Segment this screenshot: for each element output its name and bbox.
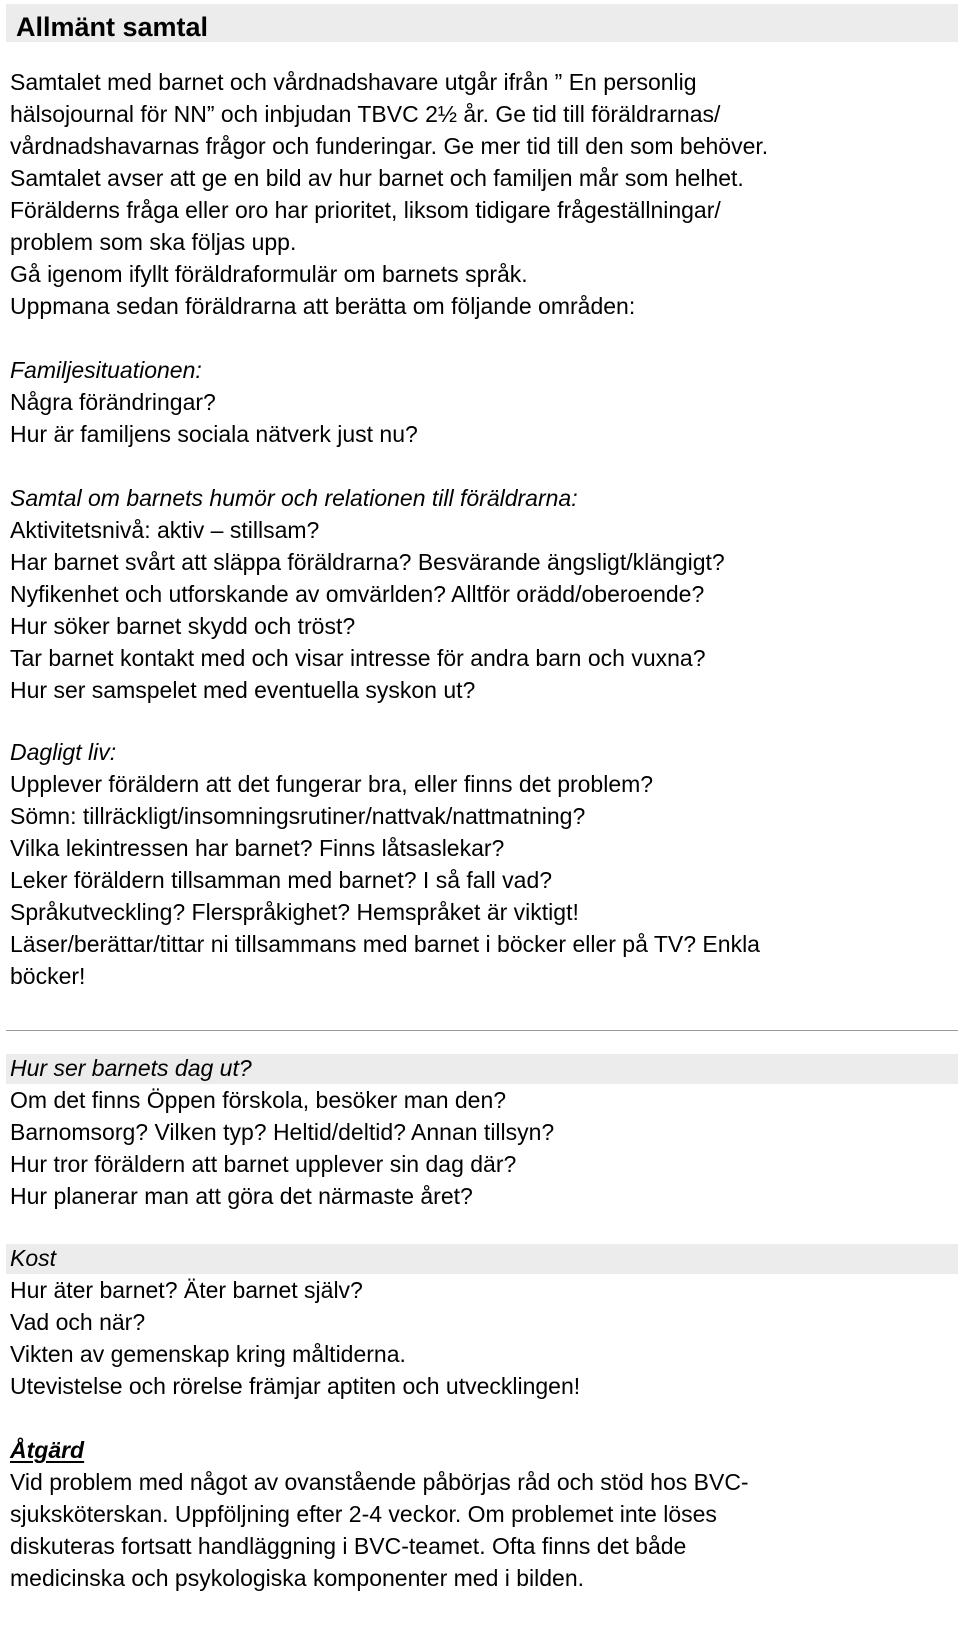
intro-line: vårdnadshavarnas frågor och funderingar. Ge mer tid till den som behöver. xyxy=(10,133,769,159)
dag-line: Barnomsorg? Vilken typ? Heltid/deltid? Annan tillsyn? xyxy=(10,1119,555,1145)
dagligt-line: Språkutveckling? Flerspråkighet? Hemspråket är viktigt! xyxy=(10,899,579,925)
intro-line: Förälderns fråga eller oro har prioritet, liksom tidigare frågeställningar/ xyxy=(10,197,721,223)
intro-line: hälsojournal för NN” och inbjudan TBVC 2½ år. Ge tid till föräldrarnas/ xyxy=(10,101,721,127)
section-shade-kost xyxy=(6,1244,958,1274)
dag-line: Hur tror föräldern att barnet upplever sin dag där? xyxy=(10,1151,517,1177)
dagligt-line: böcker! xyxy=(10,963,86,989)
atgard-line: sjuksköterskan. Uppföljning efter 2-4 veckor. Om problemet inte löses xyxy=(10,1501,717,1527)
humor-line: Aktivitetsnivå: aktiv – stillsam? xyxy=(10,517,320,543)
section-heading-atgard: Åtgärd xyxy=(10,1437,85,1463)
familj-line: Några förändringar? xyxy=(10,389,216,415)
humor-line: Nyfikenhet och utforskande av omvärlden? Alltför orädd/oberoende? xyxy=(10,581,705,607)
section-rule xyxy=(6,1030,958,1031)
kost-line: Vikten av gemenskap kring måltiderna. xyxy=(10,1341,406,1367)
kost-line: Vad och när? xyxy=(10,1309,146,1335)
intro-line: Gå igenom ifyllt föräldraformulär om barnets språk. xyxy=(10,261,528,287)
dagligt-line: Vilka lekintressen har barnet? Finns låtsaslekar? xyxy=(10,835,505,861)
title-band xyxy=(6,4,958,42)
humor-line: Tar barnet kontakt med och visar intresse för andra barn och vuxna? xyxy=(10,645,706,671)
section-heading-familj: Familjesituationen: xyxy=(10,357,202,383)
section-heading-kost: Kost xyxy=(10,1245,57,1271)
intro-line: Samtalet med barnet och vårdnadshavare utgår ifrån ” En personlig xyxy=(10,69,697,95)
atgard-line: Vid problem med något av ovanstående påbörjas råd och stöd hos BVC- xyxy=(10,1469,749,1495)
atgard-line: diskuteras fortsatt handläggning i BVC-teamet. Ofta finns det både xyxy=(10,1533,687,1559)
dagligt-line: Leker föräldern tillsamman med barnet? I så fall vad? xyxy=(10,867,553,893)
humor-line: Hur söker barnet skydd och tröst? xyxy=(10,613,356,639)
intro-line: problem som ska följas upp. xyxy=(10,229,297,255)
section-heading-dag: Hur ser barnets dag ut? xyxy=(10,1055,252,1081)
section-heading-humor: Samtal om barnets humör och relationen till föräldrarna: xyxy=(10,485,578,511)
dag-line: Om det finns Öppen förskola, besöker man den? xyxy=(10,1087,507,1113)
kost-line: Hur äter barnet? Äter barnet själv? xyxy=(10,1277,363,1303)
dag-line: Hur planerar man att göra det närmaste året? xyxy=(10,1183,473,1209)
intro-line: Samtalet avser att ge en bild av hur barnet och familjen mår som helhet. xyxy=(10,165,744,191)
humor-line: Har barnet svårt att släppa föräldrarna? Besvärande ängsligt/klängigt? xyxy=(10,549,725,575)
intro-line: Uppmana sedan föräldrarna att berätta om följande områden: xyxy=(10,293,636,319)
familj-line: Hur är familjens sociala nätverk just nu? xyxy=(10,421,418,447)
humor-line: Hur ser samspelet med eventuella syskon ut? xyxy=(10,677,476,703)
dagligt-line: Upplever föräldern att det fungerar bra, eller finns det problem? xyxy=(10,771,654,797)
dagligt-line: Läser/berättar/tittar ni tillsammans med barnet i böcker eller på TV? Enkla xyxy=(10,931,760,957)
dagligt-line: Sömn: tillräckligt/insomningsrutiner/nattvak/nattmatning? xyxy=(10,803,586,829)
page-title: Allmänt samtal xyxy=(16,12,209,42)
atgard-line: medicinska och psykologiska komponenter med i bilden. xyxy=(10,1565,585,1591)
kost-line: Utevistelse och rörelse främjar aptiten och utvecklingen! xyxy=(10,1373,581,1399)
section-heading-dagligt: Dagligt liv: xyxy=(10,739,117,765)
